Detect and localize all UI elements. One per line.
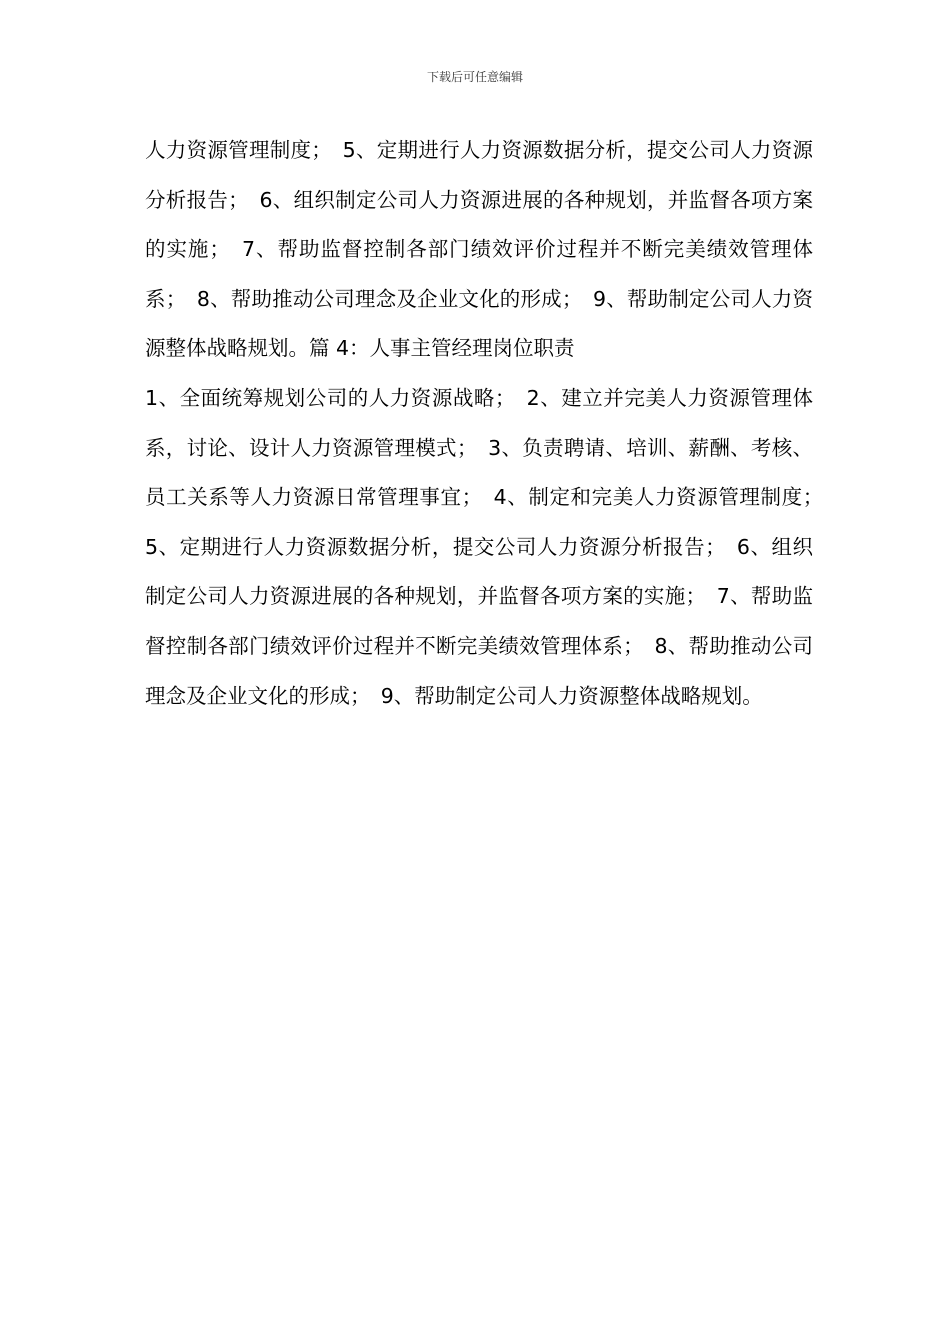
paragraph-continued-responsibilities: 人力资源管理制度； 5、定期进行人力资源数据分析，提交公司人力资源分析报告； 6、组织制定公司人力资源进展的各种规划，并监督各项方案的实施； 7、帮助监督控制各部门绩效评价过程并不断完美绩效管理体系； 8、帮助推动公司理念及企业文化的形成； 9、帮助制定公司人力资源整体战略规划。篇 4：人事主管经理岗位职责 (145, 138, 813, 361)
paragraph-hr-manager-duties: 1、全面统筹规划公司的人力资源战略； 2、建立并完美人力资源管理体系，讨论、设计人力资源管理模式； 3、负责聘请、培训、薪酬、考核、员工关系等人力资源日常管理事宜； 4、制定和完美人力资源管理制度； 5、定期进行人力资源数据分析，提交公司人力资源分析报告； 6、组织制定公司人力资源进展的各种规划，并监督各项方案的实施； 7、帮助监督控制各部门绩效评价过程并不断完美绩效管理体系； 8、帮助推动公司理念及企业文化的形成； 9、帮助制定公司人力资源整体战略规划。 (145, 385, 834, 708)
document-body (145, 126, 834, 721)
page-header-note: 下载后可任意编辑 (426, 70, 523, 84)
